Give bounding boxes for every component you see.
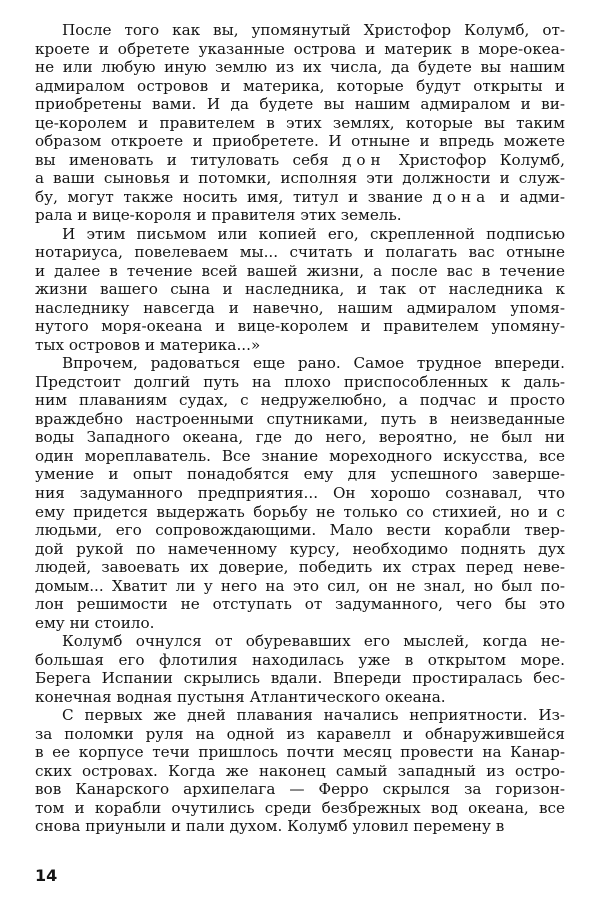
text-segment: После того как вы, упомянутый Христофор Колумб, от-	[62, 21, 565, 39]
text-line	[35, 799, 565, 817]
text-segment: жизни вашего сына и наследника, и так от наследника к	[35, 280, 565, 299]
text-line	[35, 77, 565, 95]
text-segment: ских островах. Когда же наконец самый западный из остро-	[35, 761, 565, 780]
text-segment: бу, могут также носить имя, титул и звание	[35, 187, 433, 206]
text-line	[62, 632, 565, 650]
page-number: 14	[35, 866, 58, 885]
text-line	[35, 151, 565, 169]
text-segment: дой рукой по намеченному курсу, необходимо поднять дух	[35, 539, 565, 558]
text-segment: лон решимости не отступать от задуманного, чего бы это	[35, 595, 565, 614]
text-line	[35, 743, 565, 761]
spaced-word: дон	[342, 150, 386, 169]
text-segment: це-королем и правителем в этих землях, которые вы таким	[35, 113, 565, 132]
text-segment: а ваши сыновья и потомки, исполняя эти должности и служ-	[35, 169, 565, 188]
text-segment: приобретены вами. И да будете вы нашим адмиралом и ви-	[35, 95, 565, 114]
text-segment: один мореплаватель. Все знание мореходного искусства, все	[35, 446, 565, 465]
text-segment: воды Западного океана, где до него, вероятно, не был ни	[35, 428, 565, 447]
text-segment: нотариуса, повелеваем мы... считать и полагать вас отныне	[35, 243, 565, 262]
text-line	[35, 503, 565, 521]
text-line	[35, 114, 565, 132]
text-line	[35, 465, 565, 483]
text-segment: конечная водная пустыня Атлантического океана.	[35, 687, 446, 706]
text-line	[35, 373, 565, 391]
text-line	[35, 317, 565, 335]
text-segment: рала и вице-короля и правителя этих земель.	[35, 206, 402, 225]
text-segment: С первых же дней плавания начались неприятности. Из-	[62, 706, 565, 725]
text-line	[35, 410, 565, 428]
text-line	[35, 595, 565, 613]
text-segment: Христофор Колумб,	[385, 150, 565, 169]
text-segment: в ее корпусе течи пришлось почти месяц провести на Канар-	[35, 743, 565, 762]
text-segment: И этим письмом или копией его, скрепленной подписью	[62, 224, 565, 243]
text-segment: Берега Испании скрылись вдали. Впереди простиралась бес-	[35, 669, 565, 688]
text-segment: и адми-	[490, 187, 565, 206]
text-line	[35, 188, 565, 206]
text-line	[62, 354, 565, 372]
text-segment: ему придется выдержать борьбу не только со стихией, но и с	[35, 502, 565, 521]
text-segment: умение и опыт понадобятся ему для успешного заверше-	[35, 465, 565, 484]
text-segment: вы именовать и титуловать себя	[35, 150, 342, 169]
text-line	[62, 706, 565, 724]
text-line	[35, 243, 565, 261]
text-line	[35, 762, 565, 780]
text-line	[35, 780, 565, 798]
text-segment: ним плаваниям судах, с недружелюбно, а подчас и просто	[35, 391, 565, 410]
text-line	[35, 688, 446, 706]
text-line	[35, 540, 565, 558]
text-line	[62, 225, 565, 243]
text-segment: образом откроете и приобретете. И отныне и впредь можете	[35, 132, 565, 151]
text-line	[35, 280, 565, 298]
text-segment: вов Канарского архипелага — Ферро скрылся за горизон-	[35, 780, 565, 799]
text-line	[35, 206, 402, 224]
text-segment: том и корабли очутились среди безбрежных вод океана, все	[35, 798, 565, 817]
text-line	[62, 21, 565, 39]
text-segment: и далее в течение всей вашей жизни, а после вас в течение	[35, 261, 565, 280]
text-line	[35, 336, 260, 354]
text-segment: Предстоит долгий путь на плохо приспособленных к даль-	[35, 372, 565, 391]
text-line	[35, 391, 565, 409]
text-line	[35, 577, 565, 595]
text-segment: кроете и обретете указанные острова и материк в море-океа-	[35, 39, 565, 58]
text-segment: ему ни стоило.	[35, 613, 155, 632]
text-line	[35, 817, 504, 835]
text-line	[35, 484, 565, 502]
text-segment: враждебно настроенными спутниками, путь в неизведанные	[35, 409, 565, 428]
text-segment: людьми, его сопровождающими. Мало вести корабли твер-	[35, 521, 565, 540]
text-segment: людей, завоевать их доверие, победить их страх перед неве-	[35, 558, 565, 577]
text-segment: тых островов и материка...»	[35, 335, 261, 354]
text-segment: наследнику навсегда и навечно, нашим адмиралом упомя-	[35, 298, 565, 317]
text-line	[35, 669, 565, 687]
text-segment: большая его флотилия находилась уже в открытом море.	[35, 650, 565, 669]
text-segment: ния задуманного предприятия... Он хорошо сознавал, что	[35, 484, 565, 502]
text-line	[35, 299, 565, 317]
text-line	[35, 262, 565, 280]
text-segment: нутого моря-океана и вице-королем и правителем упомяну-	[35, 317, 565, 336]
text-segment: Колумб очнулся от обуревавших его мыслей, когда не-	[62, 632, 565, 651]
text-segment: снова приуныли и пали духом. Колумб уловил перемену в	[35, 817, 505, 836]
text-line	[35, 40, 565, 58]
text-line	[35, 725, 565, 743]
text-line	[35, 447, 565, 465]
text-line	[35, 58, 565, 76]
text-line	[35, 95, 565, 113]
text-line	[35, 428, 565, 446]
text-segment: за поломки руля на одной из каравелл и обнаружившейся	[35, 724, 565, 743]
text-line	[35, 132, 565, 150]
text-line	[35, 558, 565, 576]
text-line	[35, 521, 565, 539]
text-segment: Впрочем, радоваться еще рано. Самое трудное впереди.	[62, 354, 565, 373]
text-line	[35, 169, 565, 187]
text-segment: не или любую иную землю из их числа, да будете вы нашим	[35, 58, 565, 77]
spaced-word: дона	[432, 187, 491, 206]
text-segment: адмиралом островов и материка, которые будут открыты и	[35, 76, 565, 95]
text-line	[35, 651, 565, 669]
text-segment: домым... Хватит ли у него на это сил, он не знал, но был по-	[35, 576, 565, 595]
text-line	[35, 614, 154, 632]
